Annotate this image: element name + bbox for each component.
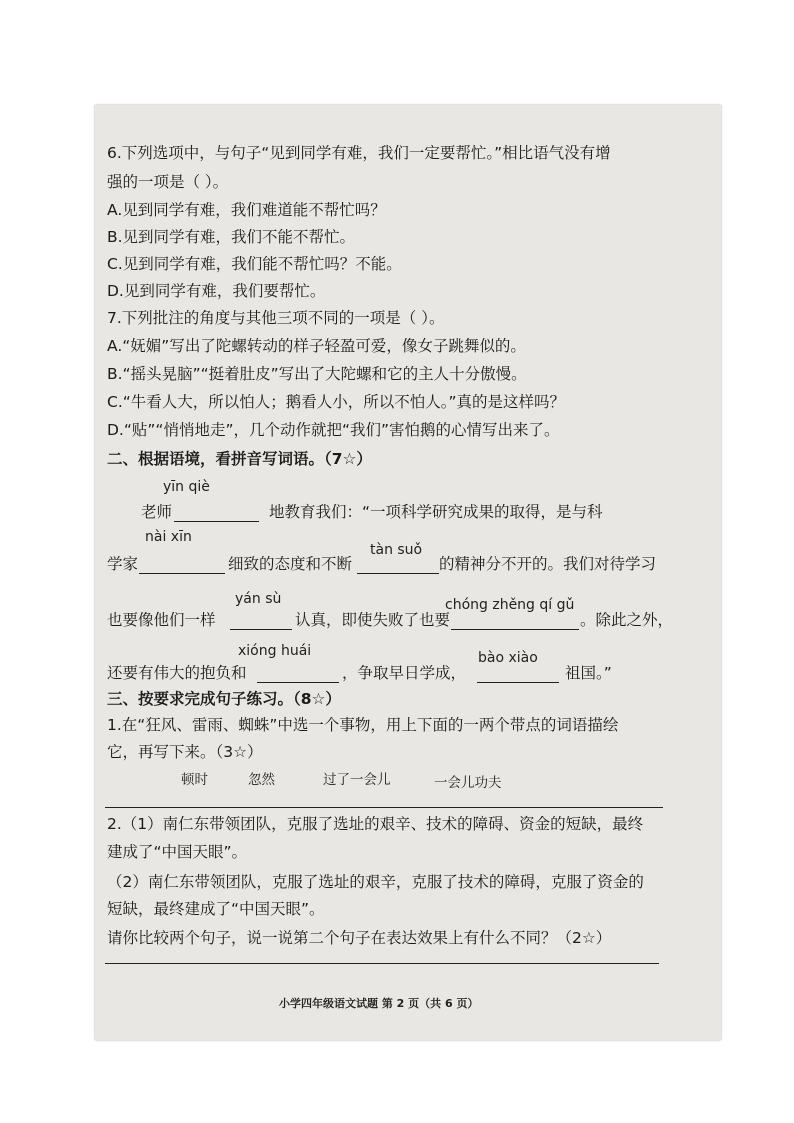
q6-option-d: D.见到同学有难，我们要帮忙。: [107, 282, 326, 300]
section2-heading: 二、根据语境，看拼音写词语。（7☆）: [107, 450, 372, 468]
word-huran: 忽然: [248, 772, 275, 788]
s2-text-b: 细致的态度和不断: [228, 555, 353, 573]
s4-text-c: 祖国。”: [565, 664, 612, 682]
blank-baoxiao[interactable]: [477, 682, 559, 683]
q6-option-c: C.见到同学有难，我们能不帮忙吗？不能。: [107, 255, 402, 273]
q6-stem-line2: 强的一项是（ ）。: [107, 173, 229, 191]
exam-page: [95, 105, 721, 1040]
q7-stem: 7.下列批注的角度与其他三项不同的一项是（ ）。: [107, 309, 445, 327]
q7-option-c: C.“牛看人大，所以怕人；鹅看人小，所以不怕人。”真的是这样吗？: [107, 393, 566, 411]
s2-text-c: 的精神分不开的。我们对待学习: [439, 555, 657, 573]
pinyin-naixin: nài xīn: [145, 529, 192, 545]
answer-line-q2[interactable]: [105, 963, 659, 964]
pinyin-tansuo: tàn suǒ: [370, 542, 423, 558]
word-dunshi: 顿时: [181, 772, 208, 788]
answer-line-q1[interactable]: [105, 807, 663, 808]
q7-option-a: A.“妩媚”写出了陀螺转动的样子轻盈可爱，像女子跳舞似的。: [107, 337, 526, 355]
q7-option-b: B.“摇头晃脑”“挺着肚皮”写出了大陀螺和它的主人十分傲慢。: [107, 365, 527, 383]
s3-q2-sentence2-line2: 短缺，最终建成了“中国天眼”。: [107, 900, 325, 918]
s1-text-a: 老师: [141, 503, 173, 521]
q6-stem-line1: 6.下列选项中，与句子“见到同学有难，我们一定要帮忙。”相比语气没有增: [107, 144, 611, 162]
q6-option-a: A.见到同学有难，我们难道能不帮忙吗？: [107, 201, 386, 219]
s3-text-a: 也要像他们一样: [107, 611, 216, 629]
s1-text-b: 地教育我们：“一项科学研究成果的取得，是与科: [269, 503, 603, 521]
s3-text-c: 。除此之外，: [580, 611, 674, 629]
s3-text-b: 认真，即使失败了也要: [295, 611, 451, 629]
pinyin-baoxiao: bào xiào: [478, 650, 538, 666]
pinyin-xionghuai: xióng huái: [238, 643, 312, 659]
s3-q2-sentence2-line1: （2）南仁东带领团队，克服了选址的艰辛，克服了技术的障碍，克服了资金的: [107, 873, 644, 891]
blank-naixin[interactable]: [139, 573, 225, 574]
pinyin-yinqie: yīn qiè: [163, 479, 210, 495]
blank-yinqie[interactable]: [174, 521, 259, 522]
s3-q1-line1: 1.在“狂风、雷雨、蜘蛛”中选一个事物，用上下面的一两个带点的词语描绘: [107, 716, 619, 734]
word-guoleyihuier: 过了一会儿: [323, 772, 391, 788]
page-footer: 小学四年级语文试题 第 2 页（共 6 页）: [279, 997, 479, 1010]
section3-heading: 三、按要求完成句子练习。（8☆）: [107, 690, 341, 708]
blank-yansu[interactable]: [230, 629, 292, 630]
blank-xionghuai[interactable]: [257, 682, 339, 683]
s3-q2-prompt: 请你比较两个句子，说一说第二个句子在表达效果上有什么不同？（2☆）: [107, 929, 612, 947]
s4-text-a: 还要有伟大的抱负和: [107, 664, 247, 682]
q6-option-b: B.见到同学有难，我们不能不帮忙。: [107, 228, 356, 246]
blank-tansuo[interactable]: [357, 573, 439, 574]
s3-q1-line2: 它，再写下来。（3☆）: [107, 743, 263, 761]
pinyin-yansu: yán sù: [235, 591, 282, 607]
word-yihuiergongfu: 一会儿功夫: [434, 775, 502, 791]
q7-option-d: D.“贴”“悄悄地走”，几个动作就把“我们”害怕鹅的心情写出来了。: [107, 421, 560, 439]
s3-q2-sentence1-line1: 2.（1）南仁东带领团队，克服了选址的艰辛、技术的障碍、资金的短缺，最终: [107, 815, 644, 833]
s2-text-a: 学家: [107, 555, 139, 573]
pinyin-chongzhengqigu: chóng zhěng qí gǔ: [445, 597, 575, 613]
blank-chongzhengqigu[interactable]: [451, 629, 579, 630]
s4-text-b: ，争取早日学成，: [342, 664, 467, 682]
s3-q2-sentence1-line2: 建成了“中国天眼”。: [107, 843, 248, 861]
